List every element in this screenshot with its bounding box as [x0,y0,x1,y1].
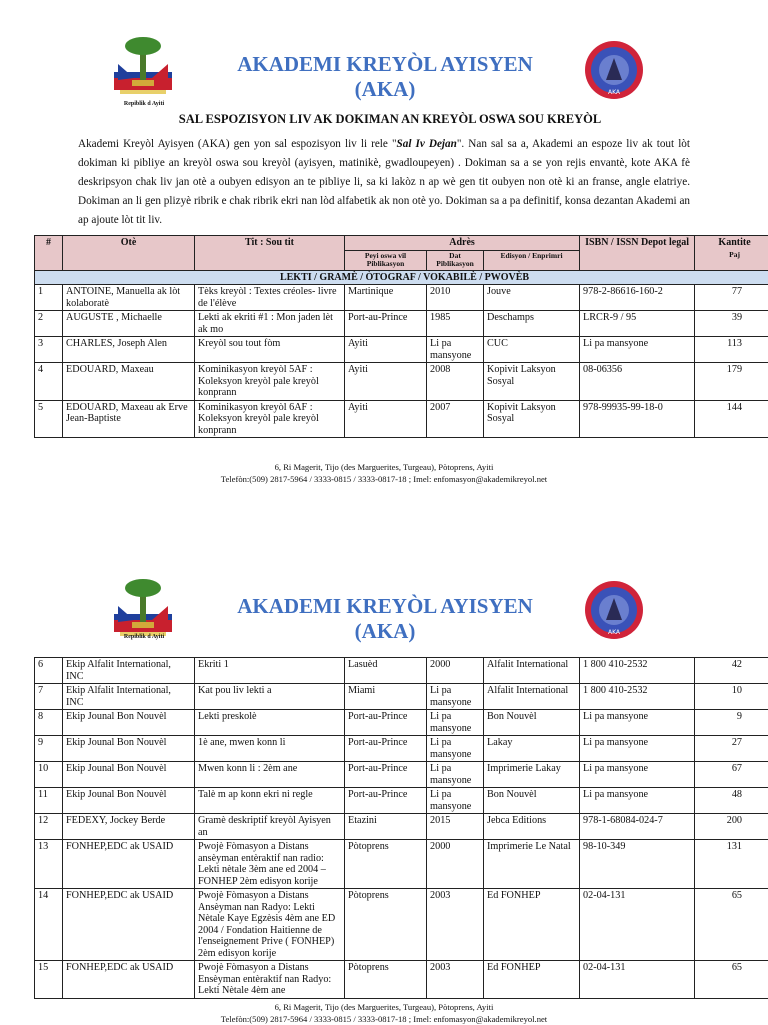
table-row [35,840,768,889]
row-author: Ekip Jounal Bon Nouvèl [63,788,195,814]
table-row [35,658,768,684]
row-place: Etazini [345,814,427,840]
row-place: Port-au-Prince [345,736,427,762]
table-row [35,762,768,788]
coat-caption: Repiblik d Ayiti [108,634,180,640]
table-row [35,710,768,736]
row-author: FONHEP,EDC ak USAID [63,840,195,889]
row-place: Martinique [345,285,427,311]
row-place: Miami [345,684,427,710]
row-number: 10 [35,762,63,788]
row-page-count: 39 [695,311,768,337]
row-author: Ekip Alfalit International, INC [63,658,195,684]
footer-address: 6, Ri Magerit, Tijo (des Marguerites, Turgeau), Pòtoprens, Ayiti [0,1001,768,1013]
row-page-count: 48 [695,788,768,814]
row-number: 11 [35,788,63,814]
row-isbn: 98-10-349 [580,840,695,889]
row-date: 2003 [427,889,484,961]
row-publisher: Ed FONHEP [484,961,580,999]
row-publisher: CUC [484,337,580,363]
row-publisher: Bon Nouvèl [484,710,580,736]
row-place: Lasuèd [345,658,427,684]
aka-seal-icon [584,580,644,640]
table-row [35,961,768,999]
row-page-count: 27 [695,736,768,762]
table-row [35,337,768,363]
row-isbn: 978-2-86616-160-2 [580,285,695,311]
row-author: AUGUSTE , Michaelle [63,311,195,337]
row-title: Kominikasyon kreyòl 5AF : Koleksyon kreyòl pale kreyòl konprann [195,363,345,401]
row-isbn: Li pa mansyone [580,788,695,814]
page-title [200,594,570,644]
col-qty [695,236,768,271]
col-num: # [35,236,63,271]
row-title: Talè m ap konn ekri ni regle [195,788,345,814]
row-title: Ekriti 1 [195,658,345,684]
table-row [35,400,768,438]
row-date: 2008 [427,363,484,401]
haiti-coat-of-arms-icon [104,576,182,642]
row-date: 2010 [427,285,484,311]
row-publisher: Kopivit Laksyon Sosyal [484,400,580,438]
row-page-count: 131 [695,840,768,889]
row-number: 9 [35,736,63,762]
col-date: Dat Piblikasyon [427,250,484,270]
row-place: Ayiti [345,337,427,363]
row-title: Lekti ak ekriti #1 : Mon jaden lèt ak mo [195,311,345,337]
row-isbn: 978-1-68084-024-7 [580,814,695,840]
row-place: Port-au-Prince [345,311,427,337]
row-author: Ekip Alfalit International, INC [63,684,195,710]
row-number: 8 [35,710,63,736]
row-isbn: Li pa mansyone [580,710,695,736]
section-header: LEKTI / GRAMÈ / ÒTOGRAF / VOKABILÈ / PWOVÈB [35,270,768,285]
row-number: 5 [35,400,63,438]
row-place: Pòtoprens [345,961,427,999]
footer-contact: Telefòn:(509) 2817-5964 / 3333-0815 / 3333-0817-18 ; Imel: enfomasyon@akademikreyol.net [0,1013,768,1025]
row-isbn: Li pa mansyone [580,736,695,762]
row-date: 2003 [427,961,484,999]
row-isbn: 1 800 410-2532 [580,684,695,710]
row-publisher: Ed FONHEP [484,889,580,961]
row-page-count: 42 [695,658,768,684]
row-publisher: Bon Nouvèl [484,788,580,814]
haiti-coat-of-arms-icon [104,34,182,100]
row-author: EDOUARD, Maxeau ak Erve Jean-Baptiste [63,400,195,438]
document-page-2 [0,552,768,1024]
row-publisher: Imprimerie Le Natal [484,840,580,889]
seal-text: AKA [608,629,621,636]
row-isbn: Li pa mansyone [580,337,695,363]
row-date: 2000 [427,658,484,684]
table-row [35,684,768,710]
row-publisher: Lakay [484,736,580,762]
row-publisher: Jouve [484,285,580,311]
row-number: 13 [35,840,63,889]
row-number: 6 [35,658,63,684]
row-author: FEDEXY, Jockey Berde [63,814,195,840]
row-author: Ekip Jounal Bon Nouvèl [63,736,195,762]
inventory-table-1 [34,235,768,438]
row-author: FONHEP,EDC ak USAID [63,889,195,961]
row-number: 15 [35,961,63,999]
row-isbn: 02-04-131 [580,961,695,999]
row-title: Kominikasyon kreyòl 6AF : Koleksyon kreyòl pale kreyòl konprann [195,400,345,438]
row-title: Pwojè Fòmasyon a Distans Ensèyman entèraktif nan Radyo: Lekti Nètale 4èm ane [195,961,345,999]
row-place: Port-au-Prince [345,710,427,736]
exhibition-subtitle: SAL ESPOZISYON LIV AK DOKIMAN AN KREYÒL OSWA SOU KREYÒL [40,112,740,127]
col-address: Adrès [345,236,580,251]
col-isbn: ISBN / ISSN Depot legal [580,236,695,271]
table-row [35,285,768,311]
row-date: 2015 [427,814,484,840]
row-place: Ayiti [345,363,427,401]
page-title [200,52,570,102]
row-date: Li pa mansyone [427,788,484,814]
seal-text: AKA [608,89,621,96]
row-publisher: Jebca Editions [484,814,580,840]
row-author: CHARLES, Joseph Alen [63,337,195,363]
row-place: Port-au-Prince [345,762,427,788]
footer-2 [0,1001,768,1025]
row-title: Pwojè Fòmasyon a Distans Ansèyman nan Radyo: Lekti Nètale Kaye Egzèsis 4èm ane ED 2004 / Fondation Haitienne de l'enseignement Prive ( FONHEP) 2èm edisyon korije [195,889,345,961]
row-place: Pòtoprens [345,840,427,889]
title-line-1: AKADEMI KREYÒL AYISYEN [200,594,570,619]
table-row [35,889,768,961]
row-number: 2 [35,311,63,337]
row-isbn: 1 800 410-2532 [580,658,695,684]
row-number: 12 [35,814,63,840]
document-page-1 [0,0,768,500]
row-place: Port-au-Prince [345,788,427,814]
row-page-count: 67 [695,762,768,788]
row-date: 1985 [427,311,484,337]
row-title: Tèks kreyòl : Textes créoles- livre de l'élève [195,285,345,311]
page-gap [0,500,768,552]
row-page-count: 10 [695,684,768,710]
row-author: Ekip Jounal Bon Nouvèl [63,762,195,788]
row-author: ANTOINE, Manuella ak lòt kolaboratè [63,285,195,311]
row-isbn: 02-04-131 [580,889,695,961]
row-date: Li pa mansyone [427,684,484,710]
row-title: Gramè deskriptif kreyòl Ayisyen an [195,814,345,840]
row-title: Kat pou liv lekti a [195,684,345,710]
footer-1 [0,461,768,485]
table-row [35,311,768,337]
col-publisher: Edisyon / Enprimri [484,250,580,270]
row-isbn: 978-99935-99-18-0 [580,400,695,438]
row-number: 1 [35,285,63,311]
row-title: Kreyòl sou tout fòm [195,337,345,363]
row-page-count: 65 [695,961,768,999]
row-title: Pwojè Fòmasyon a Distans ansèyman entèraktif nan radio: Lekti nètale 3èm ane ed 2004 – FONHEP 2èm edisyon korije [195,840,345,889]
row-isbn: Li pa mansyone [580,762,695,788]
col-qty-label: Kantite [698,237,768,249]
row-page-count: 65 [695,889,768,961]
col-title: Tit : Sou tit [195,236,345,271]
row-page-count: 179 [695,363,768,401]
row-page-count: 200 [695,814,768,840]
row-number: 3 [35,337,63,363]
row-page-count: 144 [695,400,768,438]
row-publisher: Alfalit International [484,684,580,710]
row-title: Mwen konn li : 2èm ane [195,762,345,788]
row-number: 14 [35,889,63,961]
title-line-2: (AKA) [200,619,570,644]
row-author: Ekip Jounal Bon Nouvèl [63,710,195,736]
row-place: Ayiti [345,400,427,438]
row-title: 1è ane, mwen konn li [195,736,345,762]
row-title: Lekti preskolè [195,710,345,736]
row-date: Li pa mansyone [427,710,484,736]
col-author: Otè [63,236,195,271]
row-date: Li pa mansyone [427,736,484,762]
intro-paragraph [78,135,690,230]
title-line-2: (AKA) [200,77,570,102]
row-page-count: 113 [695,337,768,363]
table-row [35,788,768,814]
intro-text-post: ". Nan sal sa a, Akademi an espoze liv ak tout lòt dokiman ki pibliye an kreyòl oswa sou kreyòl (ayisyen, matinikè, gwadloupeyen) . Dokiman sa a se yon rejis envantè, kote AKA fè deskripsyon chak liv jan otè a oubyen edisyon an te pibliye li, sa ki lakòz n ap wè gen tit oubyen non otè ki an franse, angle elatriye. Dokiman an li gen plizyè ribrik e chak ribrik ekri nan lòd alfabetik ak non otè yo. Dokiman sa a pa definitif, konsa dezantan Akademi an ap ajoute lòt tit liv. [78,138,690,226]
footer-address: 6, Ri Magerit, Tijo (des Marguerites, Turgeau), Pòtoprens, Ayiti [0,461,768,473]
row-publisher: Alfalit International [484,658,580,684]
row-number: 4 [35,363,63,401]
intro-text-pre: Akademi Kreyòl Ayisyen (AKA) gen yon sal espozisyon liv li rele " [78,138,397,150]
row-author: EDOUARD, Maxeau [63,363,195,401]
row-place: Pòtoprens [345,889,427,961]
col-qty-sub: Paj [698,249,768,261]
table-row [35,814,768,840]
row-author: FONHEP,EDC ak USAID [63,961,195,999]
row-number: 7 [35,684,63,710]
inventory-table-2 [34,657,768,999]
row-date: Li pa mansyone [427,337,484,363]
col-country: Peyi oswa vil Piblikasyon [345,250,427,270]
row-publisher: Kopivit Laksyon Sosyal [484,363,580,401]
row-date: 2007 [427,400,484,438]
row-date: Li pa mansyone [427,762,484,788]
title-line-1: AKADEMI KREYÒL AYISYEN [200,52,570,77]
row-isbn: LRCR-9 / 95 [580,311,695,337]
aka-seal-icon [584,40,644,100]
row-date: 2000 [427,840,484,889]
table-row [35,736,768,762]
row-publisher: Imprimerie Lakay [484,762,580,788]
row-publisher: Deschamps [484,311,580,337]
intro-highlight: Sal Iv Dejan [397,138,457,150]
coat-caption: Repiblik d Ayiti [108,101,180,107]
row-page-count: 77 [695,285,768,311]
footer-contact: Telefòn:(509) 2817-5964 / 3333-0815 / 3333-0817-18 ; Imel: enfomasyon@akademikreyol.net [0,473,768,485]
row-page-count: 9 [695,710,768,736]
table-row [35,363,768,401]
row-isbn: 08-06356 [580,363,695,401]
